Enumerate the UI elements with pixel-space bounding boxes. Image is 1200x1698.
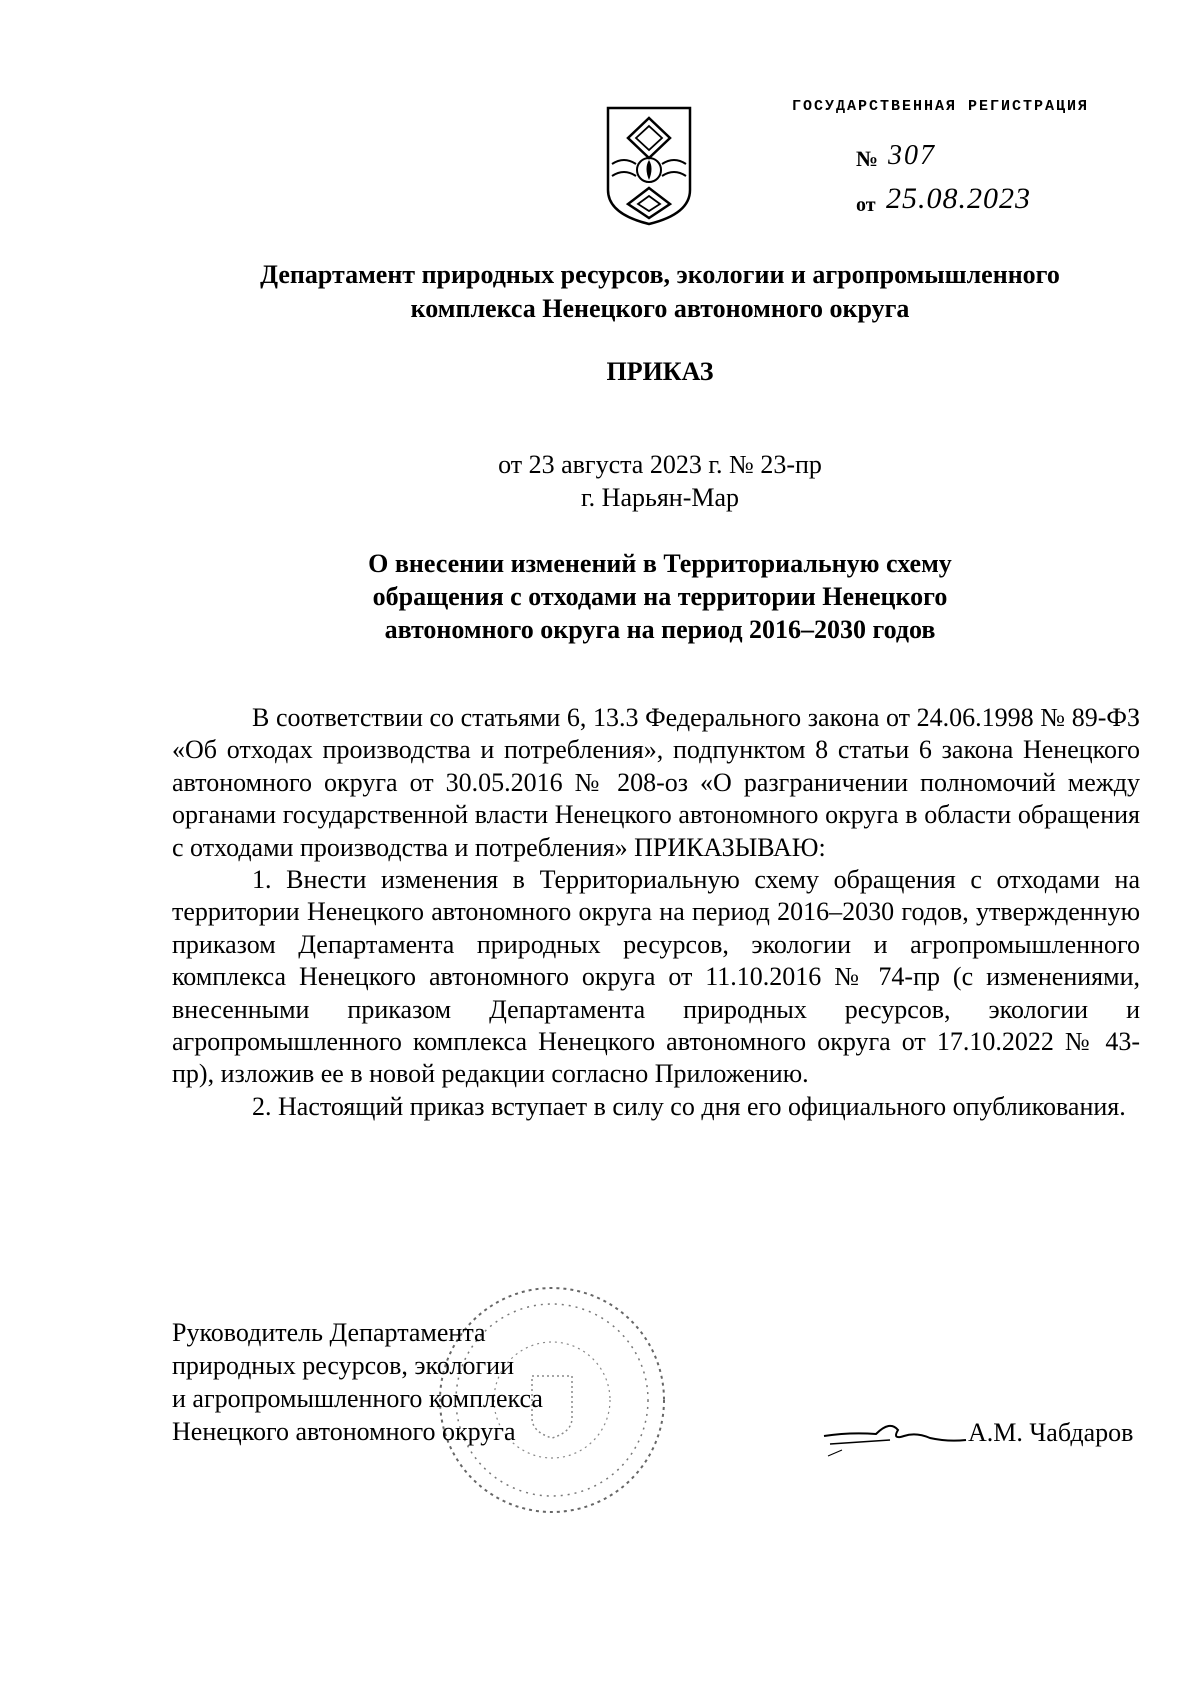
subject-line: автономного округа на период 2016–2030 годов	[384, 615, 936, 644]
order-item-2: 2. Настоящий приказ вступает в силу со дня его официального опубликования.	[252, 1091, 1126, 1121]
order-date-block	[180, 448, 1140, 514]
registration-number-label: №	[856, 146, 879, 171]
subject-line: обращения с отходами на территории Ненецкого	[372, 582, 948, 611]
department-name	[180, 258, 1140, 326]
order-date-number: от 23 августа 2023 г. № 23-пр	[498, 450, 822, 479]
order-body	[172, 702, 1140, 1123]
registration-title: ГОСУДАРСТВЕННАЯ РЕГИСТРАЦИЯ	[792, 98, 1090, 115]
department-line: Департамент природных ресурсов, экологии и агропромышленного	[260, 260, 1060, 289]
document-type: ПРИКАЗ	[606, 357, 714, 386]
preamble-paragraph: В соответствии со статьями 6, 13.3 Федерального закона от 24.06.1998 № 89-ФЗ «Об отходах производства и потребления», подпунктом 8 статьи 6 закона Ненецкого автономного округа от 30.05.2016 № 208-оз «О разграничении полномочий между органами государственной власти Ненецкого автономного округа в области обращения с отходами производства и потребления» ПРИКАЗЫВАЮ:	[172, 703, 1140, 862]
registration-date: 25.08.2023	[886, 182, 1031, 215]
signer-position-line: и агропромышленного комплекса	[172, 1384, 543, 1413]
order-place: г. Нарьян-Мар	[580, 483, 740, 512]
department-line: комплекса Ненецкого автономного округа	[410, 294, 910, 323]
coat-of-arms-icon	[604, 104, 694, 228]
subject-line: О внесении изменений в Территориальную схему	[368, 549, 952, 578]
signer-position	[172, 1316, 692, 1448]
signer-position-line: Руководитель Департамента	[172, 1318, 486, 1347]
order-item-1: 1. Внести изменения в Территориальную схему обращения с отходами на территории Ненецкого автономного округа на период 2016–2030 годов, утвержденную приказом Департамента природных ресурсов, экологии и агропромышленного комплекса Ненецкого автономного округа от 11.10.2016 № 74-пр (с изменениями, внесенными приказом Департамента природных ресурсов, экологии и агропромышленного комплекса Ненецкого автономного округа от 17.10.2022 № 43-пр), изложив ее в новой редакции согласно Приложению.	[172, 865, 1140, 1089]
handwritten-signature	[820, 1410, 970, 1470]
signer-position-line: Ненецкого автономного округа	[172, 1417, 516, 1446]
signer-name: А.М. Чабдаров	[968, 1418, 1134, 1447]
registration-date-label: от	[856, 194, 876, 216]
order-subject	[240, 547, 1080, 646]
signer-position-line: природных ресурсов, экологии	[172, 1351, 514, 1380]
registration-number: 307	[888, 140, 936, 171]
